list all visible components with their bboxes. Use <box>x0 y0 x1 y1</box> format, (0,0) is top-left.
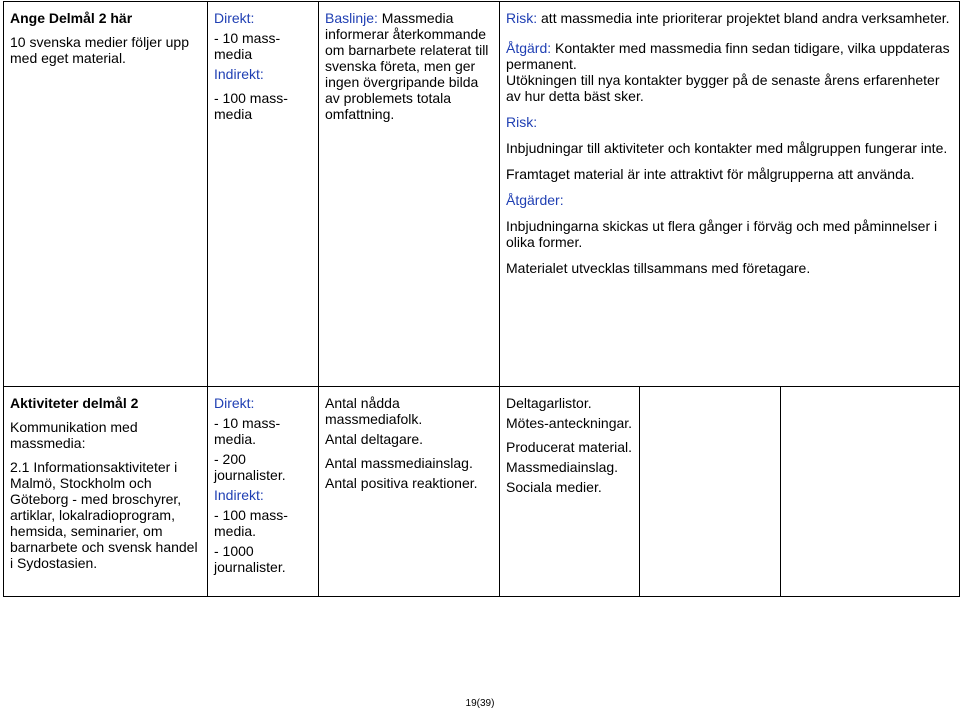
actions2-text2: Materialet utvecklas tillsammans med företagare. <box>506 260 811 276</box>
goal-title: Ange Delmål 2 här <box>10 10 133 26</box>
goal-cell <box>4 2 208 387</box>
indirect-label: Indirekt: <box>214 487 264 503</box>
baseline-text: Massmedia informerar återkommande om barnarbete relaterat till svenska företa, men ger ingen övergripande bilda av problemets totala omfattning. <box>325 10 489 122</box>
direct-label: Direkt: <box>214 395 255 411</box>
action1-paragraph <box>506 40 953 72</box>
source-item: Producerat material. <box>506 439 633 455</box>
plan-table <box>3 1 960 597</box>
activities-sub: Kommunikation med massmedia: <box>10 419 138 451</box>
indirect-label: Indirekt: <box>214 66 264 82</box>
sources-cell <box>500 387 640 597</box>
indicator-item: Antal positiva reaktioner. <box>325 475 478 491</box>
indirect-value: - 1000 journalister. <box>214 543 286 575</box>
action1-text: Kontakter med massmedia finn sedan tidigare, vilka uppdateras permanent. <box>506 40 950 72</box>
risk-cell <box>500 2 960 387</box>
risk2-label: Risk: <box>506 114 538 130</box>
indicator-item: Antal deltagare. <box>325 431 424 447</box>
activities-text: 2.1 Informationsaktiviteter i Malmö, Stockholm och Göteborg - med broschyrer, artiklar, lokalradioprogram, hemsida, seminarier, om barnarbete och svensk handel i Sydostasien. <box>10 459 198 571</box>
actions2-text1: Inbjudningarna skickas ut flera gånger i förväg och med påminnelser i olika former. <box>506 218 938 250</box>
table-row <box>4 2 960 387</box>
actions2-label: Åtgärder: <box>506 192 564 208</box>
direct-value: - 10 mass-media. <box>214 415 281 447</box>
risk2-text2: Framtaget material är inte attraktivt för målgrupperna att använda. <box>506 166 915 182</box>
risk2-text1: Inbjudningar till aktiviteter och kontakter med målgruppen fungerar inte. <box>506 140 948 156</box>
risk1-label: Risk: <box>506 10 538 26</box>
target-group-cell <box>208 2 319 387</box>
direct-value: - 10 mass-media <box>214 30 281 62</box>
direct-value: - 200 journalister. <box>214 451 286 483</box>
direct-label: Direkt: <box>214 10 255 26</box>
empty-cell <box>781 387 960 597</box>
indicator-item: Antal massmediainslag. <box>325 455 473 471</box>
target-group-cell <box>208 387 319 597</box>
indicator-item: Antal nådda massmediafolk. <box>325 395 423 427</box>
indirect-value: - 100 mass-media. <box>214 507 288 539</box>
source-item: Mötes-anteckningar. <box>506 415 633 431</box>
goal-text: 10 svenska medier följer upp med eget material. <box>10 34 189 66</box>
indirect-value: - 100 mass-media <box>214 90 288 122</box>
empty-cell <box>640 387 781 597</box>
activities-title: Aktiviteter delmål 2 <box>10 395 139 411</box>
table-row <box>4 387 960 597</box>
baseline-label: Baslinje: <box>325 10 378 26</box>
risk1-text: att massmedia inte prioriterar projektet bland andra verksamheter. <box>537 10 950 26</box>
page-number: 19(39) <box>465 698 495 709</box>
activities-cell <box>4 387 208 597</box>
baseline-paragraph <box>325 10 493 122</box>
indicators-cell <box>319 387 500 597</box>
action1-text2: Utökningen till nya kontakter bygger på de senaste årens erfarenheter av hur detta bäst sker. <box>506 72 940 104</box>
action1-label: Åtgärd: <box>506 40 552 56</box>
source-item: Sociala medier. <box>506 479 602 495</box>
risk1-paragraph <box>506 10 953 26</box>
source-item: Massmediainslag. <box>506 459 619 475</box>
source-item: Deltagarlistor. <box>506 395 592 411</box>
baseline-cell <box>319 2 500 387</box>
